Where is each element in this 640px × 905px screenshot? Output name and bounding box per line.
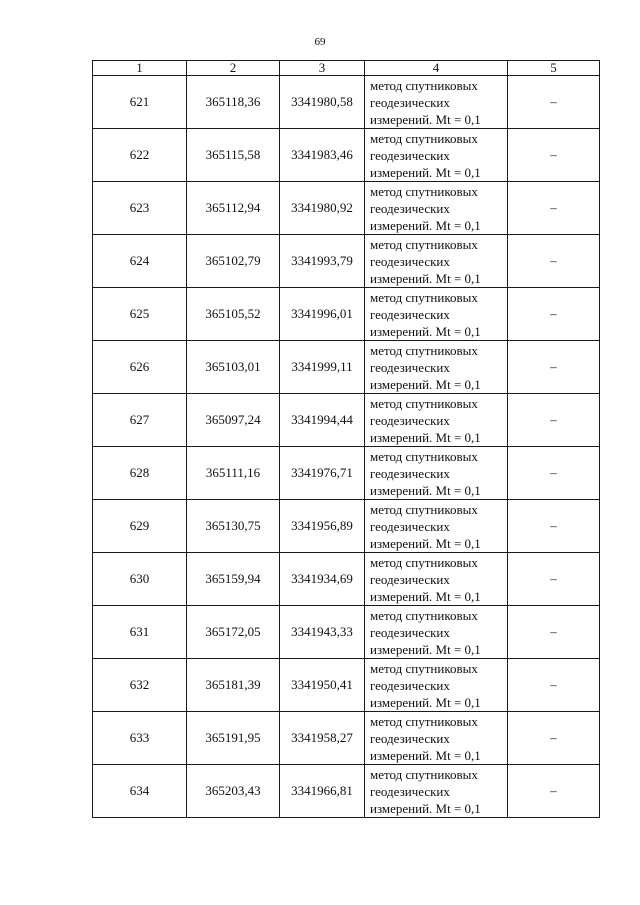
table-row xyxy=(93,129,600,182)
table-row xyxy=(93,447,600,500)
table-row xyxy=(93,553,600,606)
point-number-cell: 625 xyxy=(93,288,187,341)
x-coordinate-cell: 365203,43 xyxy=(187,765,280,818)
method-cell: метод спутниковых геодезических измерений. Mt = 0,1 xyxy=(365,129,508,182)
note-cell: – xyxy=(508,500,600,553)
note-cell: – xyxy=(508,76,600,129)
point-number-cell: 622 xyxy=(93,129,187,182)
y-coordinate-cell: 3341980,92 xyxy=(280,182,365,235)
table-body xyxy=(93,76,600,818)
table-row xyxy=(93,712,600,765)
table-row xyxy=(93,341,600,394)
note-cell: – xyxy=(508,553,600,606)
column-header: 4 xyxy=(365,61,508,76)
x-coordinate-cell: 365097,24 xyxy=(187,394,280,447)
x-coordinate-cell: 365118,36 xyxy=(187,76,280,129)
x-coordinate-cell: 365102,79 xyxy=(187,235,280,288)
x-coordinate-cell: 365115,58 xyxy=(187,129,280,182)
x-coordinate-cell: 365112,94 xyxy=(187,182,280,235)
note-cell: – xyxy=(508,129,600,182)
method-cell: метод спутниковых геодезических измерений. Mt = 0,1 xyxy=(365,447,508,500)
table-row xyxy=(93,765,600,818)
y-coordinate-cell: 3341966,81 xyxy=(280,765,365,818)
method-cell: метод спутниковых геодезических измерений. Mt = 0,1 xyxy=(365,76,508,129)
y-coordinate-cell: 3341994,44 xyxy=(280,394,365,447)
x-coordinate-cell: 365111,16 xyxy=(187,447,280,500)
y-coordinate-cell: 3341983,46 xyxy=(280,129,365,182)
y-coordinate-cell: 3341956,89 xyxy=(280,500,365,553)
note-cell: – xyxy=(508,659,600,712)
method-cell: метод спутниковых геодезических измерений. Mt = 0,1 xyxy=(365,341,508,394)
table-row xyxy=(93,76,600,129)
point-number-cell: 634 xyxy=(93,765,187,818)
note-cell: – xyxy=(508,606,600,659)
point-number-cell: 626 xyxy=(93,341,187,394)
x-coordinate-cell: 365130,75 xyxy=(187,500,280,553)
note-cell: – xyxy=(508,235,600,288)
point-number-cell: 632 xyxy=(93,659,187,712)
method-cell: метод спутниковых геодезических измерений. Mt = 0,1 xyxy=(365,500,508,553)
column-header: 5 xyxy=(508,61,600,76)
method-cell: метод спутниковых геодезических измерений. Mt = 0,1 xyxy=(365,659,508,712)
point-number-cell: 633 xyxy=(93,712,187,765)
table-row xyxy=(93,235,600,288)
method-cell: метод спутниковых геодезических измерений. Mt = 0,1 xyxy=(365,394,508,447)
method-cell: метод спутниковых геодезических измерений. Mt = 0,1 xyxy=(365,712,508,765)
header-row xyxy=(93,61,600,76)
table-row xyxy=(93,182,600,235)
point-number-cell: 630 xyxy=(93,553,187,606)
table-row xyxy=(93,394,600,447)
table-row xyxy=(93,500,600,553)
method-cell: метод спутниковых геодезических измерений. Mt = 0,1 xyxy=(365,553,508,606)
y-coordinate-cell: 3341950,41 xyxy=(280,659,365,712)
method-cell: метод спутниковых геодезических измерений. Mt = 0,1 xyxy=(365,765,508,818)
y-coordinate-cell: 3341934,69 xyxy=(280,553,365,606)
point-number-cell: 629 xyxy=(93,500,187,553)
note-cell: – xyxy=(508,765,600,818)
y-coordinate-cell: 3341976,71 xyxy=(280,447,365,500)
note-cell: – xyxy=(508,182,600,235)
page-number: 69 xyxy=(314,36,326,48)
point-number-cell: 628 xyxy=(93,447,187,500)
column-header: 2 xyxy=(187,61,280,76)
x-coordinate-cell: 365103,01 xyxy=(187,341,280,394)
x-coordinate-cell: 365181,39 xyxy=(187,659,280,712)
point-number-cell: 624 xyxy=(93,235,187,288)
y-coordinate-cell: 3341999,11 xyxy=(280,341,365,394)
point-number-cell: 631 xyxy=(93,606,187,659)
point-number-cell: 623 xyxy=(93,182,187,235)
table-row xyxy=(93,288,600,341)
y-coordinate-cell: 3341993,79 xyxy=(280,235,365,288)
method-cell: метод спутниковых геодезических измерений. Mt = 0,1 xyxy=(365,182,508,235)
point-number-cell: 621 xyxy=(93,76,187,129)
x-coordinate-cell: 365105,52 xyxy=(187,288,280,341)
method-cell: метод спутниковых геодезических измерений. Mt = 0,1 xyxy=(365,606,508,659)
column-header: 1 xyxy=(93,61,187,76)
x-coordinate-cell: 365172,05 xyxy=(187,606,280,659)
x-coordinate-cell: 365191,95 xyxy=(187,712,280,765)
point-number-cell: 627 xyxy=(93,394,187,447)
table-header xyxy=(93,61,600,76)
note-cell: – xyxy=(508,712,600,765)
x-coordinate-cell: 365159,94 xyxy=(187,553,280,606)
note-cell: – xyxy=(508,394,600,447)
method-cell: метод спутниковых геодезических измерений. Mt = 0,1 xyxy=(365,288,508,341)
y-coordinate-cell: 3341980,58 xyxy=(280,76,365,129)
column-header: 3 xyxy=(280,61,365,76)
table-row xyxy=(93,659,600,712)
note-cell: – xyxy=(508,288,600,341)
y-coordinate-cell: 3341943,33 xyxy=(280,606,365,659)
note-cell: – xyxy=(508,447,600,500)
method-cell: метод спутниковых геодезических измерений. Mt = 0,1 xyxy=(365,235,508,288)
table-row xyxy=(93,606,600,659)
coordinates-table xyxy=(92,60,600,818)
note-cell: – xyxy=(508,341,600,394)
y-coordinate-cell: 3341996,01 xyxy=(280,288,365,341)
y-coordinate-cell: 3341958,27 xyxy=(280,712,365,765)
